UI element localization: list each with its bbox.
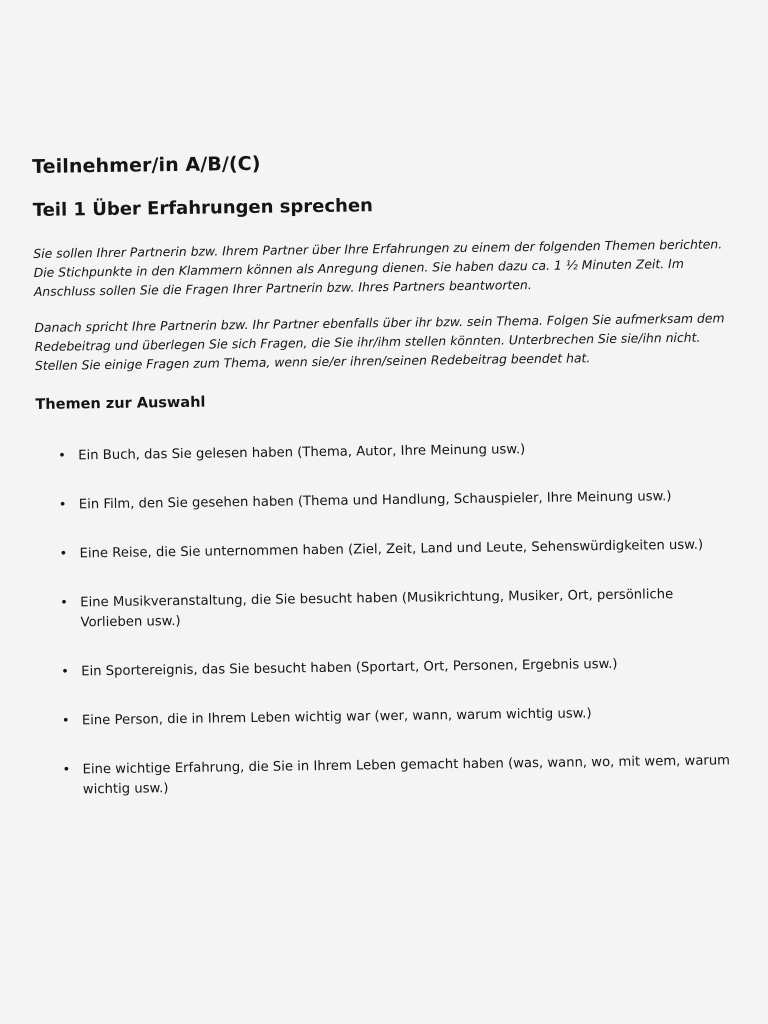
topic-text: Eine Reise, die Sie unternommen haben (Ziel, Zeit, Land und Leute, Sehenswürdigkeiten usw.) [79,537,704,562]
bullet-icon: • [61,713,70,729]
themes-heading: Themen zur Auswahl [35,394,206,413]
bullet-icon: • [59,546,68,562]
topic-text: Ein Film, den Sie gesehen haben (Thema und Handlung, Schauspieler, Ihre Meinung usw.) [78,489,672,513]
bullet-icon: • [62,762,71,778]
bullet-icon: • [58,448,66,464]
topic-text: Ein Buch, das Sie gelesen haben (Thema, Autor, Ihre Meinung usw.) [78,442,526,464]
topic-text: Ein Sportereignis, das Sie besucht haben (Sportart, Ort, Personen, Ergebnis usw.) [81,656,618,680]
bullet-icon: • [60,595,69,611]
topic-text: Eine wichtige Erfahrung, die Sie in Ihrem Leben gemacht haben (was, wann, wo, mit wem, warum wichtig usw.) [82,753,731,798]
topic-text: Eine Musikveranstaltung, die Sie besucht haben (Musikrichtung, Musiker, Ort, persönliche Vorlieben usw.) [80,587,674,631]
part-title: Teil 1 Über Erfahrungen sprechen [32,195,374,221]
instruction-paragraph-1: Sie sollen Ihrer Partnerin bzw. Ihrem Partner über Ihre Erfahrungen zu einem der folgenden Themen berichten. Die Stichpunkte in den Klammern können als Anregung dienen. Sie haben dazu ca. 1 ½ Minuten Zeit. Im Anschluss sollen Sie die Fragen Ihrer Partnerin bzw. Ihres Partners beantworten. [33,236,723,299]
topic-item-person [40,702,740,732]
topic-list [36,437,741,801]
topic-item-trip [37,535,737,565]
topic-text: Eine Person, die in Ihrem Leben wichtig war (wer, wann, warum wichtig usw.) [81,706,592,729]
topic-item-film [37,486,737,516]
topic-item-experience [40,751,740,801]
exam-sheet [32,146,741,830]
instruction-paragraph-2: Danach spricht Ihre Partnerin bzw. Ihr Partner ebenfalls über ihr bzw. sein Thema. Folgen Sie aufmerksam dem Redebeitrag und überlegen Sie sich Fragen, die Sie ihr/ihm stellen könnten. Unterbrechen Sie sie/ihn nicht. Stellen Sie einige Fragen zum Thema, wenn sie/er ihren/seinen Redebeitrag beendet hat. [34,310,725,373]
bullet-icon: • [61,664,69,680]
topic-item-sport-event [39,653,739,683]
topic-item-music-event [38,584,738,634]
topic-item-book [36,437,736,467]
bullet-icon: • [58,497,67,513]
participant-heading: Teilnehmer/in A/B/(C) [32,152,261,178]
